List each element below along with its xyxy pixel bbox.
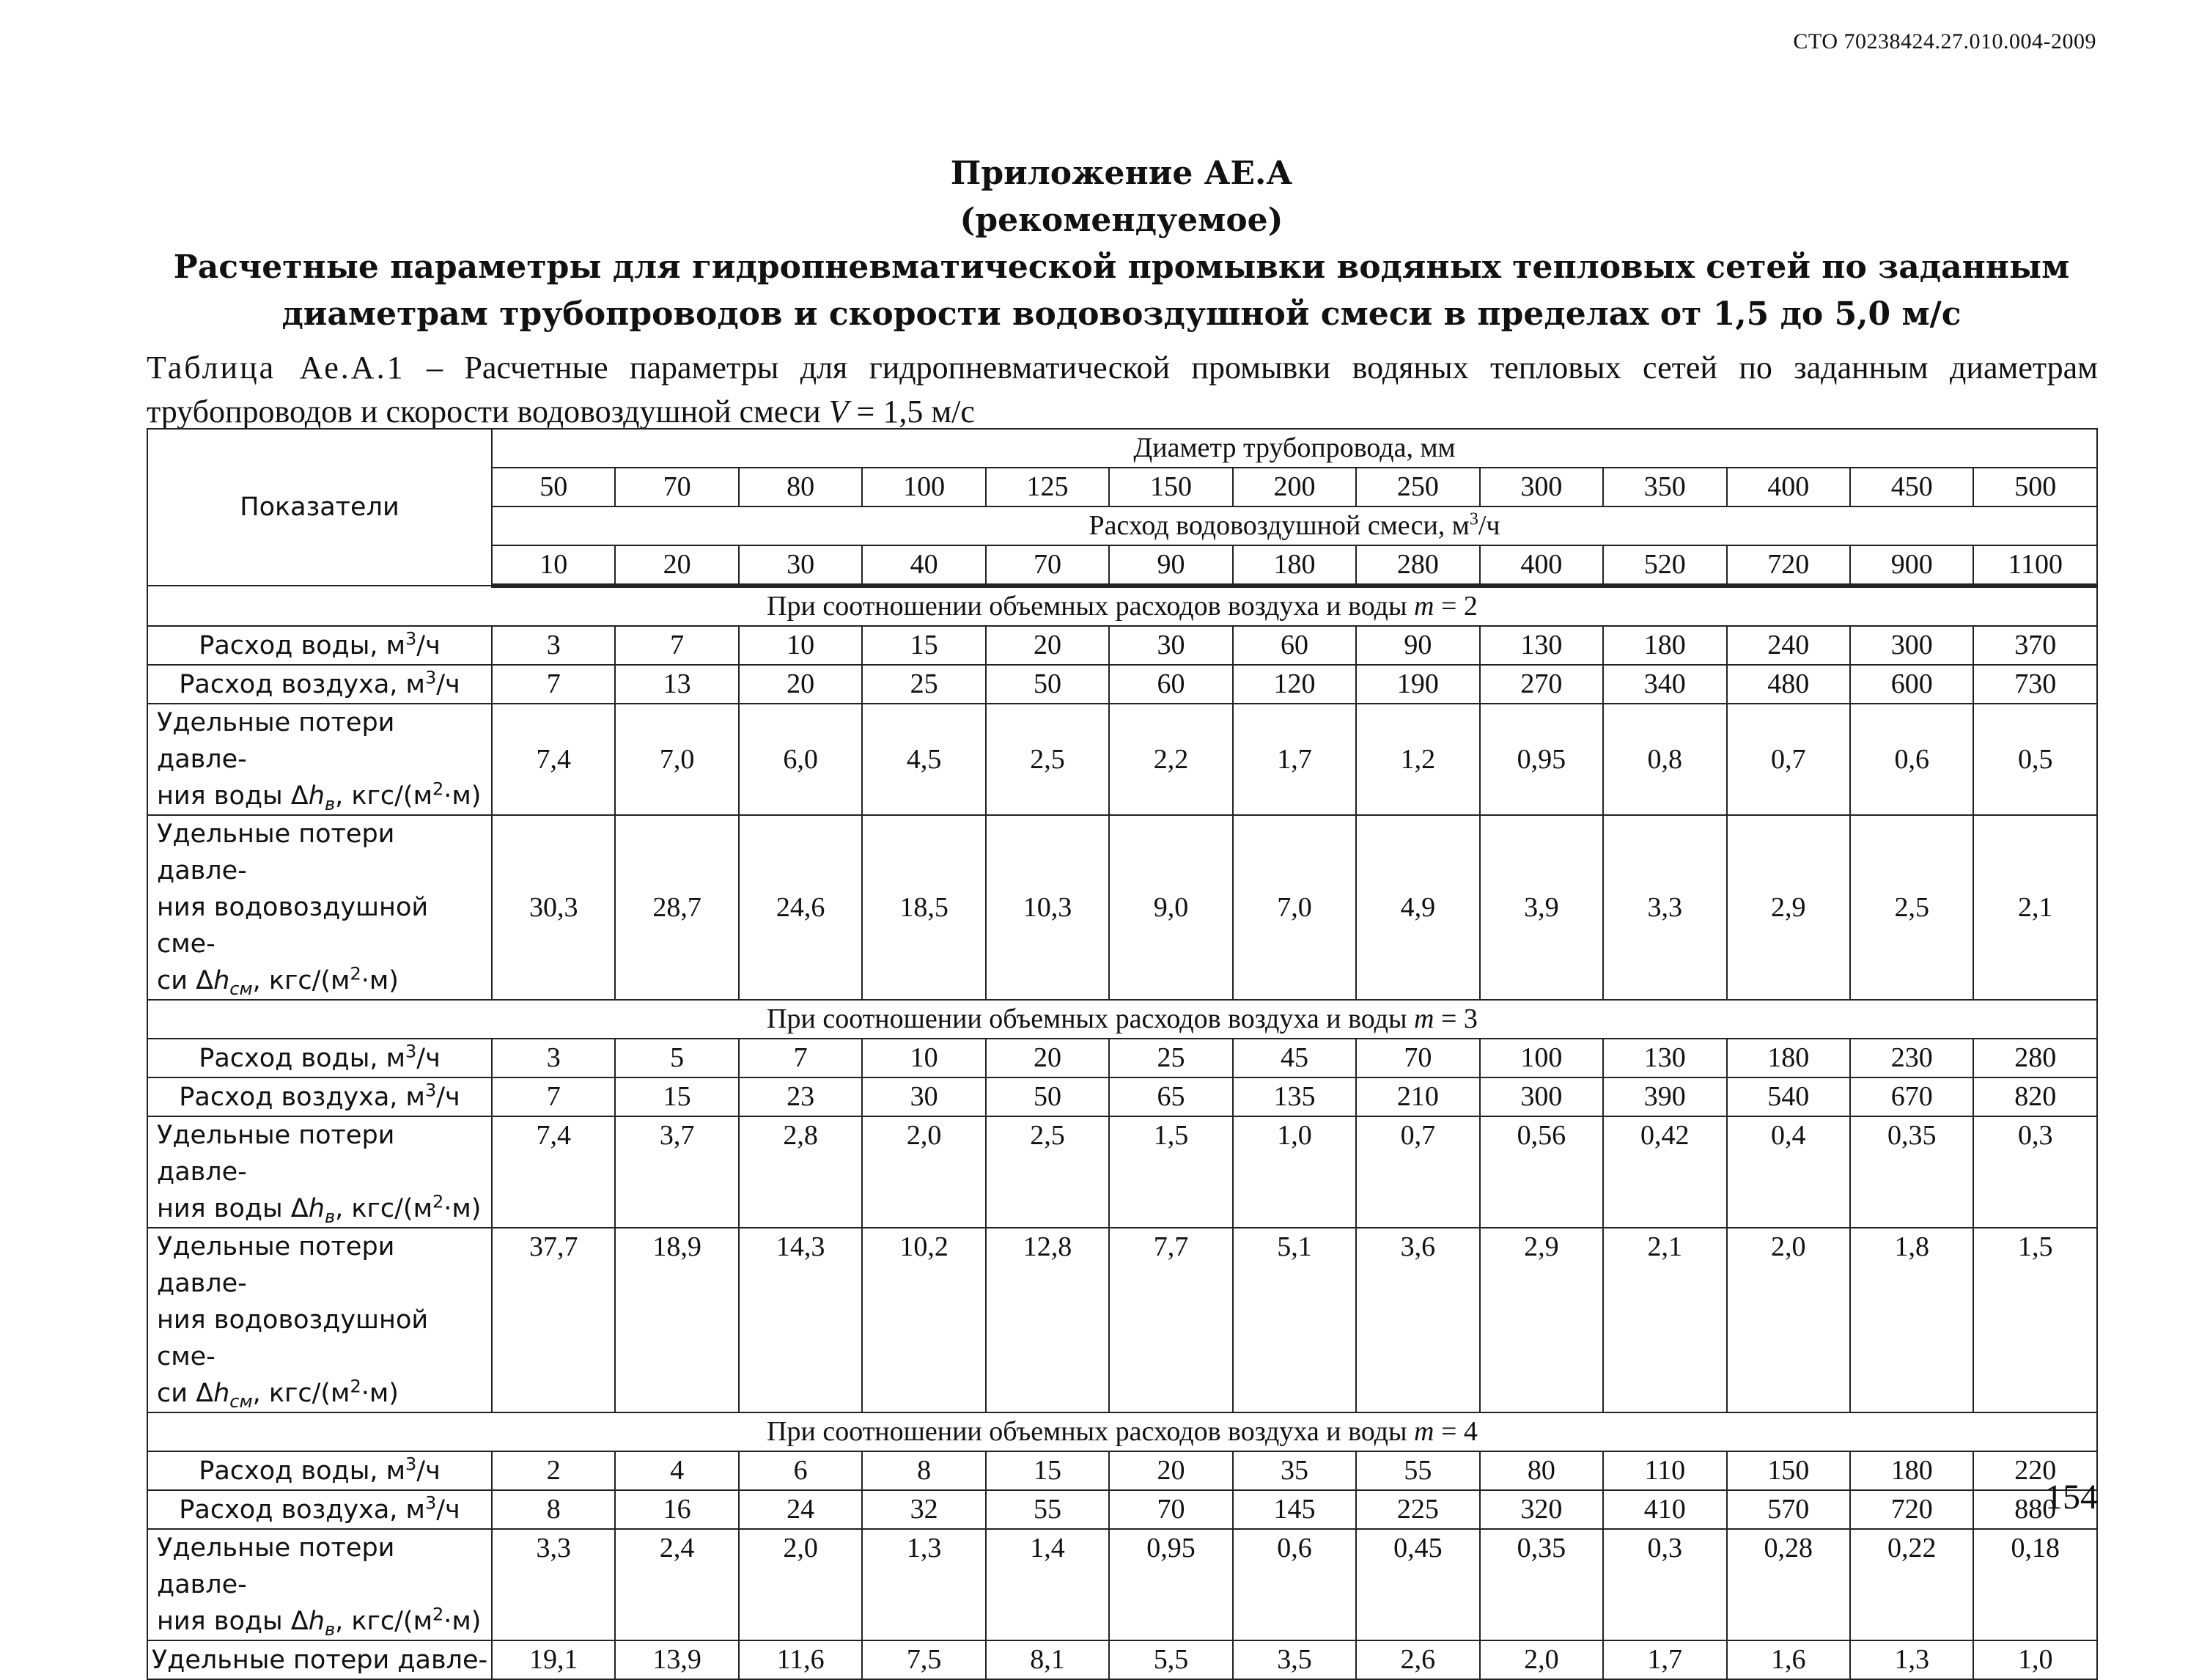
value-cell: 2,4: [615, 1529, 738, 1640]
diameter-cell: 125: [986, 468, 1109, 506]
value-cell: 7: [492, 665, 615, 704]
value-cell: 0,56: [1480, 1116, 1603, 1228]
value-cell: 2,1: [1603, 1228, 1726, 1412]
caption-label: Таблица Ае.А.1: [147, 350, 405, 386]
mix-flow-cell: 10: [492, 545, 615, 586]
value-cell: 13: [615, 665, 738, 704]
value-cell: 1,7: [1233, 704, 1356, 815]
appendix-title-block: [147, 150, 2096, 338]
row-label-air-flow: Расход воздуха, $м^3/ч$: [147, 1490, 492, 1529]
row-label-mix-loss: Удельные потери давле- ния водовоздушной сме- си $\Delta h_{см}$, кгс/$(м^2\cdot м)$: [147, 1228, 492, 1412]
value-cell: 230: [1850, 1039, 1973, 1077]
parameters-table: [147, 428, 2098, 1680]
value-cell: 2,5: [1850, 815, 1973, 1000]
diameter-cell: 80: [739, 468, 862, 506]
section-header-row: [147, 1412, 2097, 1451]
value-cell: 180: [1603, 626, 1726, 665]
value-cell: 0,6: [1850, 704, 1973, 815]
value-cell: 300: [1480, 1077, 1603, 1116]
mix-flow-cell: 900: [1850, 545, 1973, 586]
value-cell: 7,0: [1233, 815, 1356, 1000]
caption-variable: V: [828, 394, 849, 430]
section-title: При соотношении объемных расходов воздуха и воды m = 4: [147, 1412, 2097, 1451]
mix-flow-cell: 1100: [1973, 545, 2097, 586]
value-cell: 4,5: [862, 704, 985, 815]
value-cell: 1,5: [1109, 1116, 1232, 1228]
value-cell: 32: [862, 1490, 985, 1529]
value-cell: 0,95: [1480, 704, 1603, 815]
value-cell: 8,1: [986, 1640, 1109, 1679]
value-cell: 480: [1727, 665, 1850, 704]
value-cell: 24,6: [739, 815, 862, 1000]
appendix-status: (рекомендуемое): [959, 202, 1283, 239]
value-cell: 80: [1480, 1451, 1603, 1490]
value-cell: 4,9: [1356, 815, 1479, 1000]
value-cell: 3,7: [615, 1116, 738, 1228]
value-cell: 180: [1727, 1039, 1850, 1077]
value-cell: 390: [1603, 1077, 1726, 1116]
value-cell: 9,0: [1109, 815, 1232, 1000]
value-cell: 12,8: [986, 1228, 1109, 1412]
value-cell: 270: [1480, 665, 1603, 704]
row-label-air-flow: Расход воздуха, $м^3/ч$: [147, 1077, 492, 1116]
value-cell: 210: [1356, 1077, 1479, 1116]
value-cell: 2,0: [1480, 1640, 1603, 1679]
value-cell: 10,2: [862, 1228, 985, 1412]
diameter-header: Диаметр трубопровода, мм: [492, 429, 2097, 468]
diameter-cell: 100: [862, 468, 985, 506]
value-cell: 320: [1480, 1490, 1603, 1529]
appendix-heading-line-1: Расчетные параметры для гидропневматической промывки водяных тепловых сетей по заданным: [173, 248, 2070, 286]
value-cell: 1,8: [1850, 1228, 1973, 1412]
value-cell: 55: [1356, 1451, 1479, 1490]
value-cell: 135: [1233, 1077, 1356, 1116]
value-cell: 540: [1727, 1077, 1850, 1116]
value-cell: 730: [1973, 665, 2097, 704]
value-cell: 28,7: [615, 815, 738, 1000]
value-cell: 240: [1727, 626, 1850, 665]
value-cell: 2,9: [1480, 1228, 1603, 1412]
mix-flow-cell: 90: [1109, 545, 1232, 586]
value-cell: 30,3: [492, 815, 615, 1000]
value-cell: 130: [1480, 626, 1603, 665]
value-cell: 20: [1109, 1451, 1232, 1490]
value-cell: 3,3: [1603, 815, 1726, 1000]
value-cell: 25: [1109, 1039, 1232, 1077]
value-cell: 5,5: [1109, 1640, 1232, 1679]
value-cell: 20: [986, 626, 1109, 665]
document-code: СТО 70238424.27.010.004-2009: [1793, 29, 2096, 54]
value-cell: 7,5: [862, 1640, 985, 1679]
value-cell: 130: [1603, 1039, 1726, 1077]
diameter-cell: 70: [615, 468, 738, 506]
row-label-mix-loss-partial: Удельные потери давле-: [147, 1640, 492, 1679]
diameter-cell: 400: [1727, 468, 1850, 506]
value-cell: 5,1: [1233, 1228, 1356, 1412]
value-cell: 3: [492, 1039, 615, 1077]
row-label-mix-loss: Удельные потери давле- ния водовоздушной сме- си $\Delta h_{см}$, кгс/$(м^2\cdot м)$: [147, 815, 492, 1000]
row-label-water-loss: Удельные потери давле- ния воды $\Delta h_в$, кгс/$(м^2\cdot м)$: [147, 1529, 492, 1640]
table-row: [147, 1116, 2097, 1228]
mix-flow-header: Расход водовоздушной смеси, $м^3/ч$: [492, 506, 2097, 545]
value-cell: 280: [1973, 1039, 2097, 1077]
appendix-title: Приложение АЕ.А: [950, 155, 1293, 192]
value-cell: 6,0: [739, 704, 862, 815]
table-row: [147, 1529, 2097, 1640]
value-cell: 2,6: [1356, 1640, 1479, 1679]
table-row: [147, 1039, 2097, 1077]
value-cell: 4: [615, 1451, 738, 1490]
value-cell: 8: [862, 1451, 985, 1490]
value-cell: 150: [1727, 1451, 1850, 1490]
indicators-header: Показатели: [147, 429, 492, 586]
row-label-water-loss: Удельные потери давле- ния воды $\Delta h_в$, кгс/$(м^2\cdot м)$: [147, 704, 492, 815]
page-number: 154: [2045, 1478, 2098, 1517]
value-cell: 14,3: [739, 1228, 862, 1412]
value-cell: 65: [1109, 1077, 1232, 1116]
value-cell: 2,2: [1109, 704, 1232, 815]
value-cell: 11,6: [739, 1640, 862, 1679]
value-cell: 50: [986, 665, 1109, 704]
value-cell: 35: [1233, 1451, 1356, 1490]
value-cell: 180: [1850, 1451, 1973, 1490]
value-cell: 0,6: [1233, 1529, 1356, 1640]
value-cell: 1,3: [862, 1529, 985, 1640]
value-cell: 60: [1233, 626, 1356, 665]
value-cell: 3,5: [1233, 1640, 1356, 1679]
value-cell: 0,4: [1727, 1116, 1850, 1228]
value-cell: 19,1: [492, 1640, 615, 1679]
caption-value: = 1,5 м/с: [848, 394, 975, 430]
value-cell: 2,0: [862, 1116, 985, 1228]
value-cell: 20: [739, 665, 862, 704]
value-cell: 110: [1603, 1451, 1726, 1490]
value-cell: 15: [862, 626, 985, 665]
row-label-water-flow: Расход воды, $м^3/ч$: [147, 626, 492, 665]
value-cell: 60: [1109, 665, 1232, 704]
value-cell: 1,0: [1233, 1116, 1356, 1228]
section-title: При соотношении объемных расходов воздуха и воды m = 3: [147, 1000, 2097, 1039]
row-label-water-loss: Удельные потери давле- ния воды $\Delta h_в$, кгс/$(м^2\cdot м)$: [147, 1116, 492, 1228]
value-cell: 16: [615, 1490, 738, 1529]
value-cell: 7: [615, 626, 738, 665]
value-cell: 2,0: [1727, 1228, 1850, 1412]
value-cell: 225: [1356, 1490, 1479, 1529]
value-cell: 1,7: [1603, 1640, 1726, 1679]
value-cell: 100: [1480, 1039, 1603, 1077]
table-row: [147, 665, 2097, 704]
value-cell: 1,4: [986, 1529, 1109, 1640]
value-cell: 0,35: [1480, 1529, 1603, 1640]
section-header-row: [147, 586, 2097, 626]
value-cell: 1,3: [1850, 1640, 1973, 1679]
table-caption: [147, 346, 2098, 434]
value-cell: 7: [492, 1077, 615, 1116]
value-cell: 190: [1356, 665, 1479, 704]
value-cell: 410: [1603, 1490, 1726, 1529]
table-row: [147, 1228, 2097, 1412]
value-cell: 670: [1850, 1077, 1973, 1116]
value-cell: 0,95: [1109, 1529, 1232, 1640]
value-cell: 120: [1233, 665, 1356, 704]
value-cell: 3,9: [1480, 815, 1603, 1000]
value-cell: 0,7: [1356, 1116, 1479, 1228]
row-label-water-flow: Расход воды, $м^3/ч$: [147, 1451, 492, 1490]
caption-text: – Расчетные параметры для гидропневматической промывки водяных тепловых сетей по заданным диаметрам трубопроводов и скорости водовоздушной смеси: [147, 350, 2098, 430]
value-cell: 7,7: [1109, 1228, 1232, 1412]
value-cell: 0,18: [1973, 1529, 2097, 1640]
value-cell: 600: [1850, 665, 1973, 704]
value-cell: 2: [492, 1451, 615, 1490]
value-cell: 37,7: [492, 1228, 615, 1412]
value-cell: 3: [492, 626, 615, 665]
value-cell: 23: [739, 1077, 862, 1116]
value-cell: 20: [986, 1039, 1109, 1077]
value-cell: 0,3: [1973, 1116, 2097, 1228]
value-cell: 0,45: [1356, 1529, 1479, 1640]
mix-flow-cell: 20: [615, 545, 738, 586]
value-cell: 880: [1973, 1490, 2097, 1529]
value-cell: 0,35: [1850, 1116, 1973, 1228]
row-label-air-flow: Расход воздуха, $м^3/ч$: [147, 665, 492, 704]
value-cell: 0,5: [1973, 704, 2097, 815]
table-row: [147, 704, 2097, 815]
value-cell: 70: [1356, 1039, 1479, 1077]
value-cell: 2,5: [986, 704, 1109, 815]
value-cell: 2,1: [1973, 815, 2097, 1000]
table-row: [147, 815, 2097, 1000]
value-cell: 2,0: [739, 1529, 862, 1640]
value-cell: 18,5: [862, 815, 985, 1000]
section-header-row: [147, 1000, 2097, 1039]
value-cell: 2,5: [986, 1116, 1109, 1228]
diameter-cell: 500: [1973, 468, 2097, 506]
value-cell: 820: [1973, 1077, 2097, 1116]
value-cell: 7: [739, 1039, 862, 1077]
value-cell: 30: [1109, 626, 1232, 665]
value-cell: 70: [1109, 1490, 1232, 1529]
value-cell: 3,6: [1356, 1228, 1479, 1412]
value-cell: 10,3: [986, 815, 1109, 1000]
value-cell: 0,7: [1727, 704, 1850, 815]
diameter-cell: 250: [1356, 468, 1479, 506]
value-cell: 15: [986, 1451, 1109, 1490]
value-cell: 720: [1850, 1490, 1973, 1529]
value-cell: 24: [739, 1490, 862, 1529]
value-cell: 6: [739, 1451, 862, 1490]
value-cell: 45: [1233, 1039, 1356, 1077]
mix-flow-cell: 180: [1233, 545, 1356, 586]
value-cell: 1,5: [1973, 1228, 2097, 1412]
value-cell: 2,8: [739, 1116, 862, 1228]
table-row: [147, 1451, 2097, 1490]
mix-flow-cell: 70: [986, 545, 1109, 586]
value-cell: 5: [615, 1039, 738, 1077]
diameter-cell: 200: [1233, 468, 1356, 506]
value-cell: 25: [862, 665, 985, 704]
value-cell: 0,22: [1850, 1529, 1973, 1640]
table-row: [147, 1490, 2097, 1529]
mix-flow-cell: 280: [1356, 545, 1479, 586]
appendix-heading-line-2: диаметрам трубопроводов и скорости водовоздушной смеси в пределах от 1,5 до 5,0 м/с: [281, 295, 1962, 333]
diameter-cell: 450: [1850, 468, 1973, 506]
value-cell: 10: [739, 626, 862, 665]
value-cell: 7,4: [492, 1116, 615, 1228]
value-cell: 0,3: [1603, 1529, 1726, 1640]
section-title: При соотношении объемных расходов воздуха и воды m = 2: [147, 586, 2097, 626]
value-cell: 3,3: [492, 1529, 615, 1640]
value-cell: 1,6: [1727, 1640, 1850, 1679]
diameter-cell: 50: [492, 468, 615, 506]
value-cell: 10: [862, 1039, 985, 1077]
value-cell: 145: [1233, 1490, 1356, 1529]
value-cell: 570: [1727, 1490, 1850, 1529]
value-cell: 7,4: [492, 704, 615, 815]
row-label-water-flow: Расход воды, $м^3/ч$: [147, 1039, 492, 1077]
table-row: [147, 1077, 2097, 1116]
value-cell: 220: [1973, 1451, 2097, 1490]
value-cell: 0,8: [1603, 704, 1726, 815]
value-cell: 90: [1356, 626, 1479, 665]
value-cell: 18,9: [615, 1228, 738, 1412]
value-cell: 2,9: [1727, 815, 1850, 1000]
mix-flow-cell: 400: [1480, 545, 1603, 586]
diameter-cell: 350: [1603, 468, 1726, 506]
value-cell: 370: [1973, 626, 2097, 665]
mix-flow-cell: 40: [862, 545, 985, 586]
value-cell: 1,2: [1356, 704, 1479, 815]
value-cell: 55: [986, 1490, 1109, 1529]
value-cell: 1,0: [1973, 1640, 2097, 1679]
table-row: [147, 626, 2097, 665]
value-cell: 340: [1603, 665, 1726, 704]
value-cell: 0,28: [1727, 1529, 1850, 1640]
value-cell: 15: [615, 1077, 738, 1116]
value-cell: 7,0: [615, 704, 738, 815]
mix-flow-cell: 520: [1603, 545, 1726, 586]
value-cell: 30: [862, 1077, 985, 1116]
value-cell: 50: [986, 1077, 1109, 1116]
value-cell: 300: [1850, 626, 1973, 665]
value-cell: 8: [492, 1490, 615, 1529]
diameter-cell: 150: [1109, 468, 1232, 506]
value-cell: 13,9: [615, 1640, 738, 1679]
mix-flow-cell: 30: [739, 545, 862, 586]
table-row: [147, 1640, 2097, 1679]
diameter-cell: 300: [1480, 468, 1603, 506]
value-cell: 0,42: [1603, 1116, 1726, 1228]
mix-flow-cell: 720: [1727, 545, 1850, 586]
